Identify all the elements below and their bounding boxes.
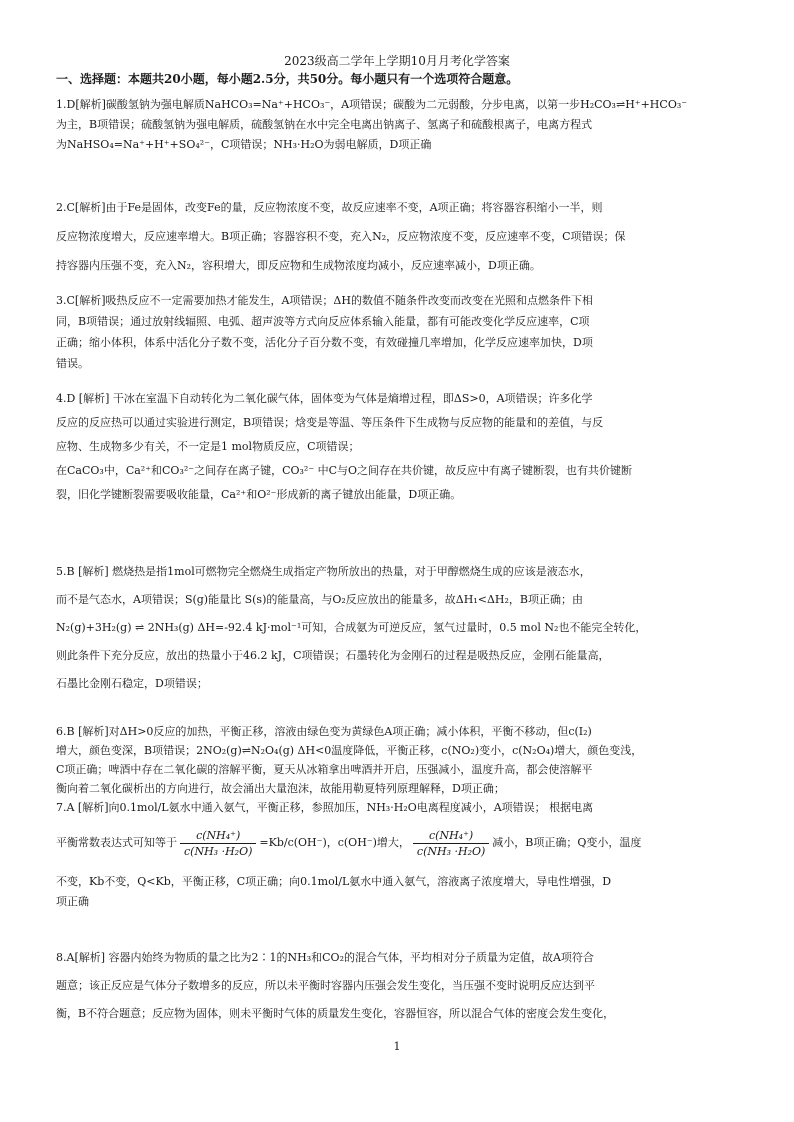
text-line: 衡，B不符合题意；反应物为固体，则未平衡时气体的质量发生变化，容器恒容，所以混合气体的密度会发生变化， (56, 1007, 615, 1020)
text-line: 4.D [解析] 干冰在室温下自动转化为二氧化碳气体，固体变为气体是熵增过程，即ΔS>0，A项错误；许多化学 (56, 392, 593, 405)
text-line: 应物、生成物多少有关，不一定是1 mol物质反应，C项错误； (56, 440, 360, 453)
text-line: 错误。 (56, 357, 89, 370)
answer-q1 (56, 95, 768, 155)
page-title: 2023级高二学年上学期10月月考化学答案 (284, 54, 510, 68)
text-line: C项正确；啤酒中存在二氧化碳的溶解平衡，夏天从冰箱拿出啤酒并开启，压强减小，温度升高，都会使溶解平 (56, 763, 593, 776)
text-line: 2.C[解析]由于Fe是固体，改变Fe的量，反应物浓度不变，故反应速率不变，A项正确；将容器容积缩小一半，则 (56, 201, 603, 214)
text-line: 8.A[解析] 容器内始终为物质的量之比为2∶1的NH₃和CO₂的混合气体，平均相对分子质量为定值，故A项符合 (56, 951, 594, 964)
text-line: 持容器内压强不变，充入N₂，容积增大，即反应物和生成物浓度均减小，反应速率减小，D项正确。 (56, 259, 541, 272)
text-line: 同，B项错误；通过放射线辐照、电弧、超声波等方式向反应体系输入能量，都有可能改变化学反应速率，C项 (56, 315, 590, 328)
fraction-numerator: c(NH₄⁺) (413, 828, 489, 844)
text-line: 为主，B项错误；硫酸氢钠为强电解质，硫酸氢钠在水中完全电离出钠离子、氢离子和硫酸根离子，电离方程式 (56, 118, 593, 131)
answer-q4 (56, 387, 768, 507)
formula-line (56, 824, 768, 862)
text-line: 1.D[解析]碳酸氢钠为强电解质NaHCO₃=Na⁺+HCO₃⁻，A项错误；碳酸为二元弱酸，分步电离，以第一步H₂CO₃⇌H⁺+HCO₃⁻ (56, 98, 688, 111)
answer-q5 (56, 558, 768, 698)
text-line: 增大，颜色变深，B项错误；2NO₂(g)⇌N₂O₄(g) ΔH<0温度降低，平衡正移，c(NO₂)变小，c(N₂O₄)增大，颜色变浅， (56, 744, 643, 757)
fraction (413, 828, 489, 859)
text-line: 项正确 (56, 895, 89, 908)
fraction (180, 828, 256, 859)
fraction-denominator: c(NH₃ ·H₂O) (416, 844, 486, 858)
fraction-numerator: c(NH₄⁺) (180, 828, 256, 844)
text-line: 则此条件下充分反应，放出的热量小于46.2 kJ，C项错误；石墨转化为金刚石的过程是吸热反应，金刚石能量高， (56, 649, 610, 662)
text-segment: 平衡常数表达式可知等于 (56, 836, 177, 849)
text-line: 不变，Kb不变，Q<Kb，平衡正移，C项正确；向0.1mol/L氨水中通入氨气，溶液离子浓度增大，导电性增强，D (56, 875, 612, 888)
text-line: 裂，旧化学键断裂需要吸收能量，Ca²⁺和O²⁻形成新的离子键放出能量，D项正确。 (56, 488, 462, 501)
text-line: 题意；该正反应是气体分子数增多的反应，所以未平衡时容器内压强会发生变化，当压强不变时说明反应达到平 (56, 979, 595, 992)
text-line: 5.B [解析] 燃烧热是指1mol可燃物完全燃烧生成指定产物所放出的热量，对于甲醇燃烧生成的应该是液态水， (56, 565, 591, 578)
answer-q6 (56, 722, 768, 798)
answer-q8 (56, 944, 768, 1028)
text-line: 石墨比金刚石稳定，D项错误； (56, 677, 208, 690)
text-line: 正确；缩小体积，体系中活化分子数不变，活化分子百分数不变，有效碰撞几率增加，化学反应速率加快，D项 (56, 336, 593, 349)
text-line: 6.B [解析]对ΔH>0反应的加热，平衡正移，溶液由绿色变为黄绿色A项正确；减小体积，平衡不移动，但c(I₂) (56, 725, 592, 738)
answer-q7 (56, 798, 768, 912)
text-line: N₂(g)+3H₂(g) ⇌ 2NH₃(g) ΔH=-92.4 kJ·mol⁻¹可知，合成氨为可逆反应，氢气过量时，0.5 mol N₂也不能完全转化， (56, 621, 647, 634)
text-line: 反应的反应热可以通过实验进行测定，B项错误；焓变是等温、等压条件下生成物与反应物的能量和的差值，与反 (56, 416, 604, 429)
fraction-denominator: c(NH₃ ·H₂O) (184, 844, 253, 858)
section-heading: 一、选择题：本题共20小题，每小题2.5分，共50分。每小题只有一个选项符合题意。 (56, 72, 519, 86)
text-line: 反应物浓度增大，反应速率增大。B项正确；容器容积不变，充入N₂，反应物浓度不变，反应速率不变，C项错误；保 (56, 230, 626, 243)
answer-q2 (56, 193, 768, 280)
page-number: 1 (393, 1040, 401, 1053)
text-line: 衡向着二氧化碳析出的方向进行，故会涌出大量泡沫，故能用勒夏特列原理解释，D项正确； (56, 782, 505, 795)
text-line: 7.A [解析]向0.1mol/L氨水中通入氨气，平衡正移，参照加压，NH₃·H₂O电离程度减小，A项错误； 根据电离 (56, 801, 594, 814)
answer-q3 (56, 290, 768, 374)
text-segment: 减小，B项正确；Q变小，温度 (492, 836, 642, 849)
text-line: 为NaHSO₄=Na⁺+H⁺+SO₄²⁻，C项错误；NH₃·H₂O为弱电解质，D项正确 (56, 138, 432, 151)
text-line: 3.C[解析]吸热反应不一定需要加热才能发生，A项错误；ΔH的数值不随条件改变而改变在光照和点燃条件下相 (56, 294, 593, 307)
text-segment: =Kb/c(OH⁻)，c(OH⁻)增大， (259, 836, 410, 849)
text-line: 在CaCO₃中，Ca²⁺和CO₃²⁻之间存在离子键，CO₃²⁻ 中C与O之间存在共价键，故反应中有离子键断裂，也有共价键断 (56, 464, 633, 477)
text-line: 而不是气态水，A项错误；S(g)能量比 S(s)的能量高，与O₂反应放出的能量多，故ΔH₁<ΔH₂，B项正确；由 (56, 593, 583, 606)
